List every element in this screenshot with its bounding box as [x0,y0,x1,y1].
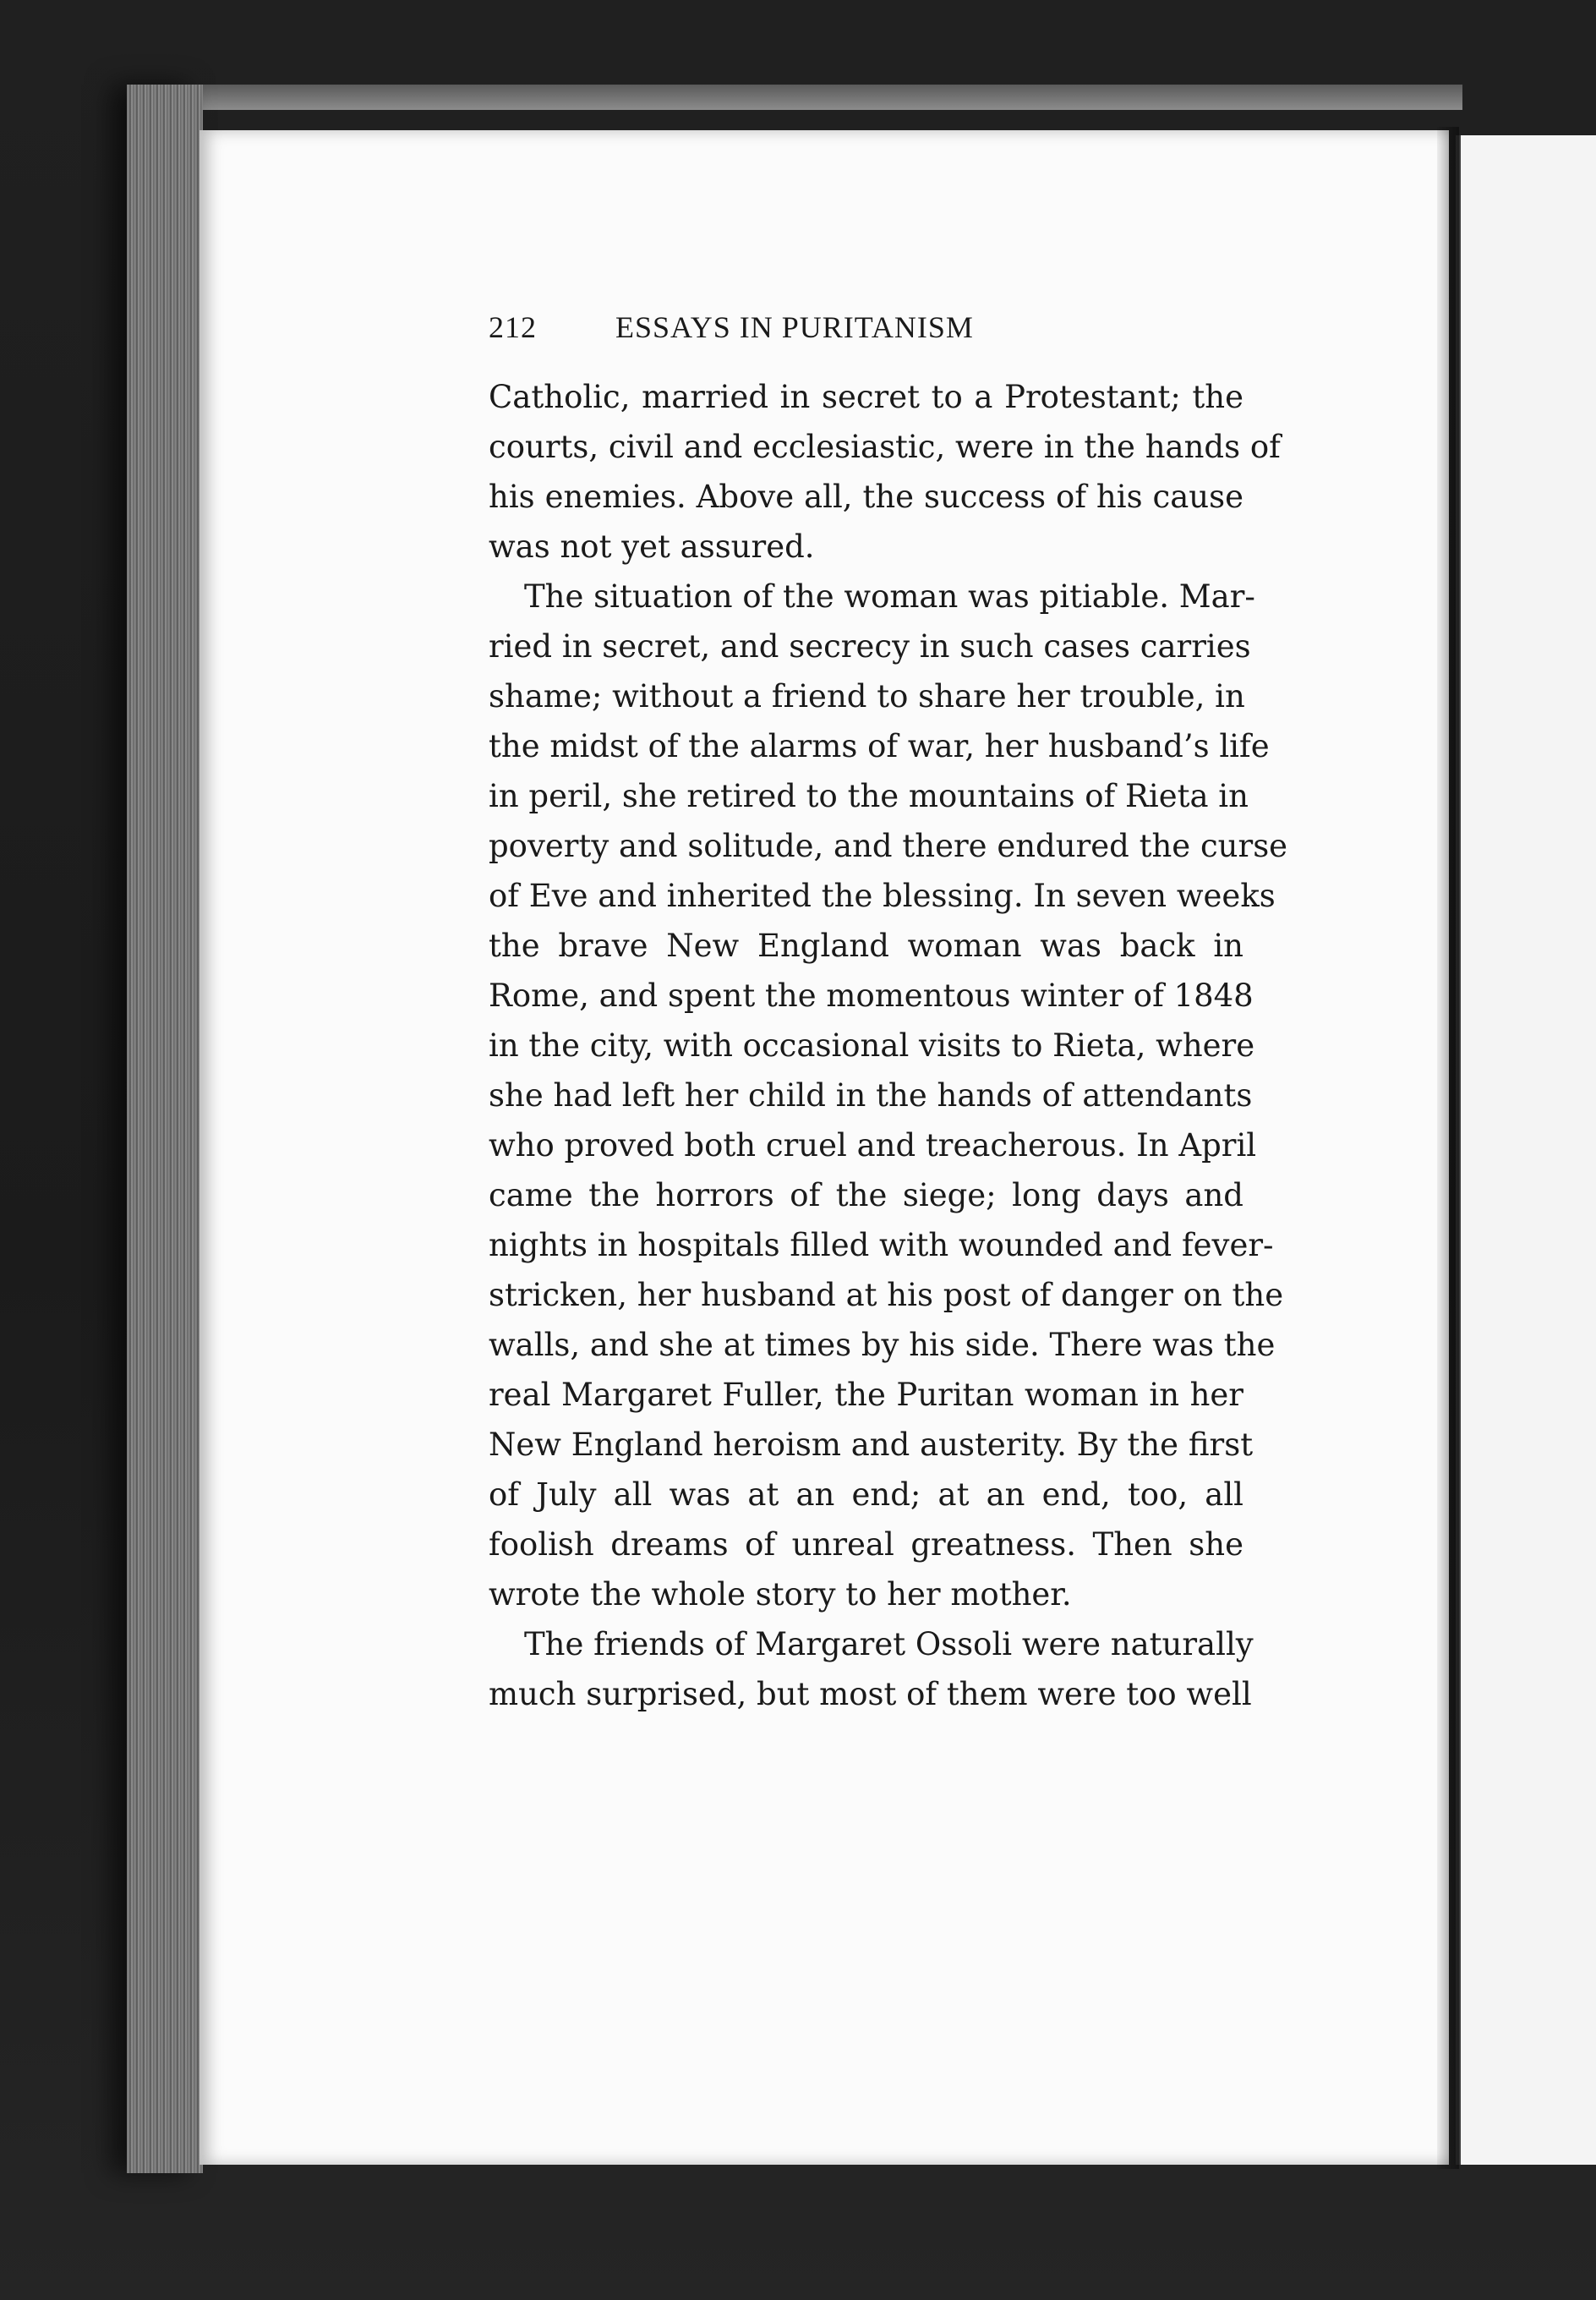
text-line: the brave New England woman was back in [489,928,1243,964]
text-line: Rome, and spent the momentous winter of 1848 [489,978,1254,1014]
text-line: poverty and solitude, and there endured the curse [489,828,1288,864]
text-line: walls, and she at times by his side. There was the [489,1327,1276,1363]
page-number: 212 [489,310,537,344]
text-line: of July all was at an end; at an end, too, all [489,1476,1243,1513]
text-line: came the horrors of the siege; long days and [489,1177,1243,1213]
text-line: The friends of Margaret Ossoli were naturally [524,1626,1254,1662]
body-text [489,372,1288,1719]
text-line: wrote the whole story to her mother. [489,1576,1072,1613]
text-line: foolish dreams of unreal greatness. Then she [489,1526,1243,1563]
text-line: in the city, with occasional visits to Rieta, where [489,1027,1255,1064]
text-line: in peril, she retired to the mountains of Rieta in [489,778,1249,814]
text-line: stricken, her husband at his post of danger on the [489,1277,1284,1313]
text-line: courts, civil and ecclesiastic, were in the hands of [489,429,1281,465]
text-line: the midst of the alarms of war, her husband’s life [489,728,1270,764]
text-line: shame; without a friend to share her trouble, in [489,678,1245,715]
text-line: The situation of the woman was pitiable. Mar- [524,578,1255,615]
running-head [489,309,1080,345]
running-title: ESSAYS IN PURITANISM [615,310,974,344]
text-line: much surprised, but most of them were too well [489,1676,1252,1712]
facing-page [1456,135,1596,2165]
text-line: Catholic, married in secret to a Protestant; the [489,379,1243,415]
text-line: nights in hospitals filled with wounded and fever- [489,1227,1274,1263]
text-line: New England heroism and austerity. By the first [489,1427,1254,1463]
text-line: his enemies. Above all, the success of his cause [489,479,1243,515]
text-line: was not yet assured. [489,528,815,565]
book-top-edge [127,85,1462,110]
text-line: who proved both cruel and treacherous. In April [489,1127,1257,1164]
text-line: of Eve and inherited the blessing. In seven weeks [489,878,1276,914]
gutter-shadow [1437,127,1459,2169]
text-line: real Margaret Fuller, the Puritan woman in her [489,1377,1243,1413]
text-line: she had left her child in the hands of attendants [489,1077,1253,1114]
text-line: ried in secret, and secrecy in such cases carries [489,628,1251,665]
book-page-edges [127,85,203,2173]
